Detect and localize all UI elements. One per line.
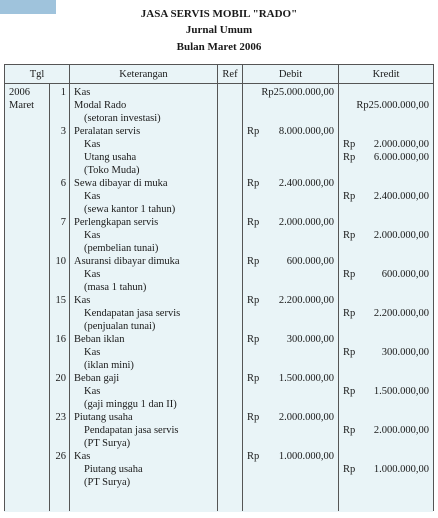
spacer xyxy=(339,125,433,138)
spacer xyxy=(339,437,433,450)
spacer xyxy=(50,476,69,489)
spacer xyxy=(339,203,433,216)
spacer xyxy=(243,424,338,437)
amount-value: 1.500.000,00 xyxy=(278,373,334,384)
amount-value: 1.000.000,00 xyxy=(373,464,429,475)
col-header-credit: Kredit xyxy=(339,65,434,84)
debit-amount xyxy=(243,125,338,138)
debit-account: Perlengkapan servis xyxy=(74,217,159,228)
spacer xyxy=(50,424,69,437)
entry-note: (sewa kantor 1 tahun) xyxy=(84,204,176,215)
spacer xyxy=(339,372,433,385)
credit-amount xyxy=(339,385,433,398)
spacer xyxy=(243,99,338,112)
currency-prefix: Rp xyxy=(247,334,260,345)
month-label: Maret xyxy=(9,100,35,111)
currency-prefix: Rp xyxy=(343,269,356,280)
spacer xyxy=(50,229,69,242)
spacer xyxy=(339,281,433,294)
currency-prefix: Rp xyxy=(247,178,260,189)
credit-account: Kas xyxy=(84,269,101,280)
spacer xyxy=(243,242,338,255)
year-label: 2006 xyxy=(9,87,30,98)
spacer xyxy=(339,242,433,255)
spacer xyxy=(50,320,69,333)
entry-day: 15 xyxy=(55,295,66,306)
spacer xyxy=(243,229,338,242)
debit-amount xyxy=(243,216,338,229)
spacer xyxy=(50,359,69,372)
credit-amount xyxy=(339,268,433,281)
spacer xyxy=(50,307,69,320)
spacer xyxy=(50,112,69,125)
spacer xyxy=(50,463,69,476)
spacer xyxy=(50,268,69,281)
col-header-date: Tgl xyxy=(5,65,70,84)
spacer xyxy=(339,476,433,489)
credit-amount xyxy=(339,346,433,359)
credit-account: Kas xyxy=(84,139,101,150)
journal-period: Bulan Maret 2006 xyxy=(176,41,262,53)
col-description xyxy=(70,84,218,512)
spacer xyxy=(243,164,338,177)
spacer xyxy=(339,359,433,372)
amount-value: 2.200.000,00 xyxy=(373,308,429,319)
credit-account: Utang usaha xyxy=(84,152,137,163)
spacer xyxy=(339,216,433,229)
amount-value: 2.000.000,00 xyxy=(373,139,429,150)
amount-value: 2.400.000,00 xyxy=(373,191,429,202)
amount-value: 2.000.000,00 xyxy=(373,230,429,241)
currency-prefix: Rp xyxy=(343,347,356,358)
credit-account: Pendapatan jasa servis xyxy=(84,425,179,436)
journal-company-title: JASA SERVIS MOBIL "RADO" xyxy=(140,8,298,20)
amount-value: 2.200.000,00 xyxy=(278,295,334,306)
debit-amount xyxy=(243,177,338,190)
col-ref xyxy=(218,84,243,512)
spacer xyxy=(50,138,69,151)
spacer xyxy=(339,320,433,333)
credit-account: Piutang usaha xyxy=(84,464,143,475)
spacer xyxy=(339,112,433,125)
currency-prefix: Rp xyxy=(343,152,356,163)
credit-amount xyxy=(339,463,433,476)
credit-amount xyxy=(339,307,433,320)
currency-prefix: Rp xyxy=(247,451,260,462)
col-header-ref: Ref xyxy=(218,65,243,84)
amount-value: 2.000.000,00 xyxy=(278,217,334,228)
debit-account: Piutang usaha xyxy=(74,412,133,423)
spacer xyxy=(50,151,69,164)
spacer xyxy=(243,307,338,320)
col-day xyxy=(50,84,70,512)
currency-prefix: Rp xyxy=(343,191,356,202)
spacer xyxy=(243,138,338,151)
table-header-row xyxy=(5,65,434,84)
entry-day: 6 xyxy=(60,178,66,189)
spacer xyxy=(50,437,69,450)
debit-account: Kas xyxy=(74,87,91,98)
debit-amount xyxy=(243,294,338,307)
currency-prefix: Rp xyxy=(343,425,356,436)
entry-day: 7 xyxy=(60,217,66,228)
amount-value: 300.000,00 xyxy=(286,334,334,345)
spacer xyxy=(50,99,69,112)
currency-prefix: Rp xyxy=(247,217,260,228)
spacer xyxy=(339,177,433,190)
amount-value: 6.000.000,00 xyxy=(373,152,429,163)
spacer xyxy=(243,320,338,333)
general-journal-table xyxy=(4,64,434,511)
currency-prefix: Rp xyxy=(247,373,260,384)
credit-account: Kas xyxy=(84,230,101,241)
entry-note: (setoran investasi) xyxy=(84,113,161,124)
spacer xyxy=(339,255,433,268)
credit-amount: Rp25.000.000,00 xyxy=(356,100,429,111)
spacer xyxy=(243,190,338,203)
spacer xyxy=(339,411,433,424)
spacer xyxy=(243,437,338,450)
debit-account: Beban iklan xyxy=(74,334,125,345)
amount-value: 600.000,00 xyxy=(381,269,429,280)
amount-value: 2.000.000,00 xyxy=(278,412,334,423)
credit-account: Kas xyxy=(84,347,101,358)
col-month xyxy=(5,84,50,512)
debit-amount xyxy=(243,411,338,424)
spacer xyxy=(243,476,338,489)
credit-account: Kas xyxy=(84,386,101,397)
amount-value: 2.400.000,00 xyxy=(278,178,334,189)
spacer xyxy=(50,398,69,411)
amount-value: 1.500.000,00 xyxy=(373,386,429,397)
spacer xyxy=(50,203,69,216)
debit-amount xyxy=(243,255,338,268)
credit-amount xyxy=(339,229,433,242)
currency-prefix: Rp xyxy=(247,295,260,306)
spacer xyxy=(50,385,69,398)
debit-account: Modal Rado xyxy=(74,100,127,111)
entry-note: (penjualan tunai) xyxy=(84,321,156,332)
spacer xyxy=(339,294,433,307)
spacer xyxy=(339,86,433,99)
currency-prefix: Rp xyxy=(343,139,356,150)
currency-prefix: Rp xyxy=(247,412,260,423)
debit-account: Kas xyxy=(74,451,91,462)
entry-day: 10 xyxy=(55,256,66,267)
debit-amount xyxy=(243,450,338,463)
spacer xyxy=(339,398,433,411)
entry-day: 26 xyxy=(55,451,66,462)
amount-value: 600.000,00 xyxy=(286,256,334,267)
col-header-debit: Debit xyxy=(243,65,339,84)
currency-prefix: Rp xyxy=(343,386,356,397)
entry-day: 16 xyxy=(55,334,66,345)
spacer xyxy=(339,164,433,177)
spacer xyxy=(243,398,338,411)
currency-prefix: Rp xyxy=(343,464,356,475)
debit-account: Sewa dibayar di muka xyxy=(74,178,168,189)
spacer xyxy=(243,203,338,216)
entry-day: 1 xyxy=(60,87,66,98)
credit-account: Kas xyxy=(84,191,101,202)
currency-prefix: Rp xyxy=(343,230,356,241)
amount-value: 1.000.000,00 xyxy=(278,451,334,462)
debit-amount xyxy=(243,372,338,385)
spacer xyxy=(50,242,69,255)
entry-note: (PT Surya) xyxy=(84,477,131,488)
entry-day: 3 xyxy=(60,126,66,137)
debit-account: Asuransi dibayar dimuka xyxy=(74,256,180,267)
amount-value: 2.000.000,00 xyxy=(373,425,429,436)
journal-subtitle: Jurnal Umum xyxy=(185,24,253,36)
entry-note: (iklan mini) xyxy=(84,360,134,371)
entry-day: 20 xyxy=(55,373,66,384)
col-credit xyxy=(339,84,434,512)
spacer xyxy=(50,281,69,294)
spacer xyxy=(50,346,69,359)
credit-account: Kendapatan jasa servis xyxy=(84,308,181,319)
debit-amount xyxy=(243,333,338,346)
spacer xyxy=(243,463,338,476)
credit-amount xyxy=(339,151,433,164)
amount-value: 8.000.000,00 xyxy=(278,126,334,137)
entry-note: (pembelian tunai) xyxy=(84,243,159,254)
spacer xyxy=(243,359,338,372)
spacer xyxy=(243,268,338,281)
spacer xyxy=(339,333,433,346)
journal-body-row xyxy=(5,84,434,512)
entry-day: 23 xyxy=(55,412,66,423)
spacer xyxy=(50,164,69,177)
entry-note: (gaji minggu 1 dan II) xyxy=(84,399,177,410)
credit-amount xyxy=(339,138,433,151)
entry-note: (PT Surya) xyxy=(84,438,131,449)
currency-prefix: Rp xyxy=(343,308,356,319)
col-debit xyxy=(243,84,339,512)
spacer xyxy=(50,190,69,203)
currency-prefix: Rp xyxy=(247,256,260,267)
entry-note: (Toko Muda) xyxy=(84,165,140,176)
debit-account: Peralatan servis xyxy=(74,126,141,137)
currency-prefix: Rp xyxy=(247,126,260,137)
debit-amount: Rp25.000.000,00 xyxy=(261,87,334,98)
amount-value: 300.000,00 xyxy=(381,347,429,358)
spacer xyxy=(243,112,338,125)
spacer xyxy=(243,346,338,359)
spacer xyxy=(339,450,433,463)
debit-account: Kas xyxy=(74,295,91,306)
credit-amount xyxy=(339,190,433,203)
credit-amount xyxy=(339,424,433,437)
spacer xyxy=(243,385,338,398)
spacer xyxy=(243,281,338,294)
entry-note: (masa 1 tahun) xyxy=(84,282,147,293)
col-header-description: Keterangan xyxy=(70,65,218,84)
debit-account: Beban gaji xyxy=(74,373,120,384)
spacer xyxy=(243,151,338,164)
